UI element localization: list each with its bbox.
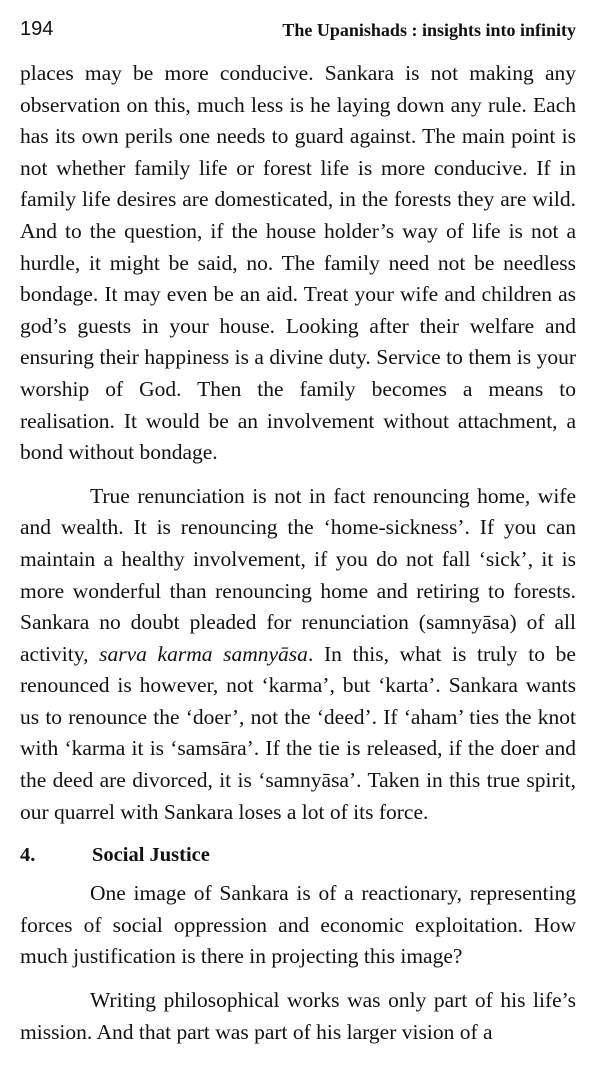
running-title: The Upanishads : insights into infinity (282, 20, 576, 40)
section-title: Social Justice (92, 844, 210, 867)
page-number: 194 (20, 18, 54, 40)
paragraph-text: . In this, what is truly to be renounced is however, not ‘karma’, but ‘karta’. Sankara wants us to renounce the ‘doer’, not the ‘deed’. If ‘aham’ ties the knot with ‘karma it is ‘samsāra’. If the tie is released, if the doer and the deed are divorced, it is ‘samnyāsa’. Taken in this true spirit, our quarrel with Sankara loses a lot of its force. (20, 641, 576, 824)
sanskrit-phrase: sarva karma samnyāsa (99, 641, 308, 666)
section-heading (20, 840, 576, 870)
paragraph-family-life: places may be more conducive. Sankara is not making any observation on this, much less is he laying down any rule. Each has its own perils one needs to guard against. The main point is not whether family life or forest life is more conducive. If in family life desires are domesticated, in the forests they are wild. And to the question, if the house holder’s way of life is not a hurdle, it might be said, no. The family need not be needless bondage. It may even be an aid. Treat your wife and children as god’s guests in your house. Looking after their welfare and ensuring their happiness is a divine duty. Service to them is your worship of God. Then the family becomes a means to realisation. It would be an involvement without attachment, a bond without bondage. (20, 61, 576, 465)
paragraph-text: True renunciation is not in fact renouncing home, wife and wealth. It is renouncing the ‘home-sickness’. If you can maintain a healthy involvement, if you do not fall ‘sick’, it is more wonderful than renouncing home and retiring to forests. Sankara no doubt pleaded for renunciation (samnyāsa) of all activity, (20, 483, 576, 666)
paragraph-philosophical-works: Writing philosophical works was only part of his life’s mission. And that part was part of his larger vision of a (20, 988, 576, 1044)
paragraph-true-renunciation (20, 481, 576, 829)
paragraph-reactionary-image: One image of Sankara is of a reactionary, representing forces of social oppression and economic exploitation. How much justification is there in projecting this image? (20, 881, 576, 969)
page-body (20, 58, 576, 1048)
section-number: 4. (20, 844, 36, 867)
page-header (20, 18, 576, 44)
